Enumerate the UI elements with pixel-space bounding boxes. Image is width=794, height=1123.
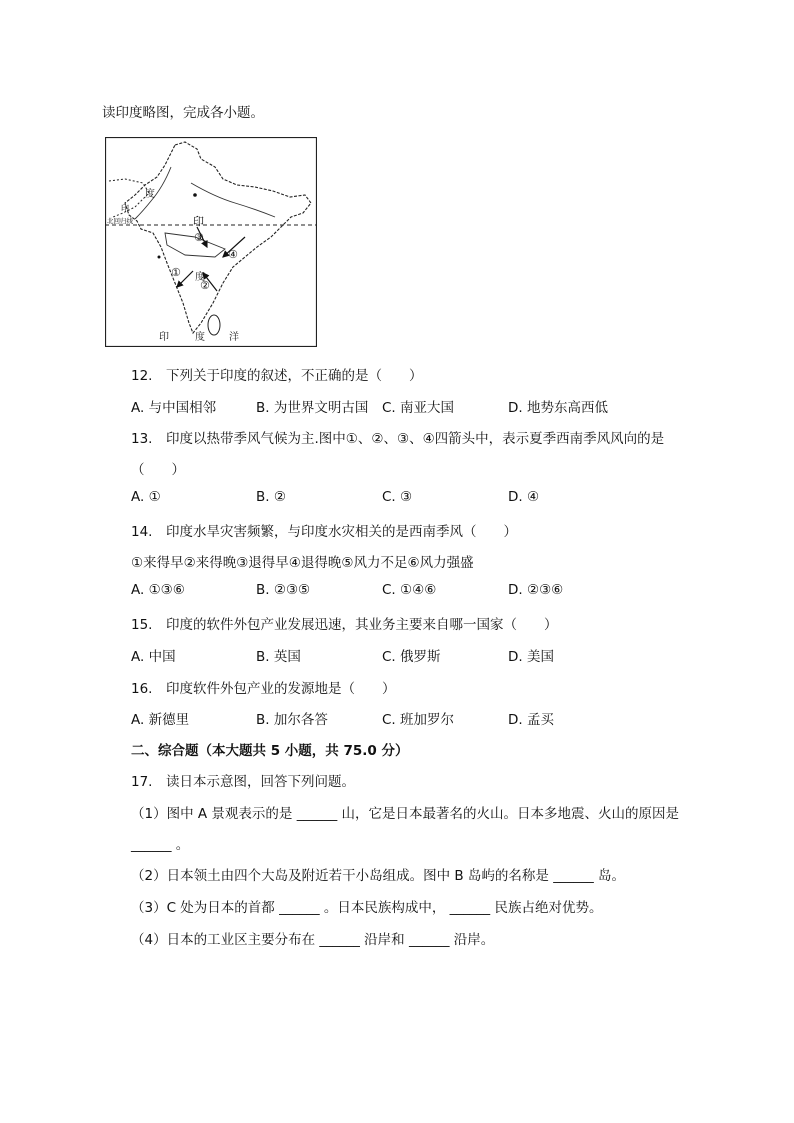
q14-option-a[interactable]: A. ①③⑥ [131, 582, 185, 598]
q12-stem: 12. 下列关于印度的叙述，不正确的是（ ） [131, 368, 423, 384]
q13-option-a[interactable]: A. ① [131, 489, 161, 505]
label-ocean-yang: 洋 [229, 332, 239, 343]
q16-option-b[interactable]: B. 加尔各答 [256, 712, 328, 728]
q12-option-b[interactable]: B. 为世界文明古国 [256, 400, 369, 416]
map-frame [106, 138, 317, 347]
q16-option-d[interactable]: D. 孟买 [508, 712, 554, 728]
q14-choices-line: ①来得早②来得晚③退得早④退得晚⑤风力不足⑥风力强盛 [131, 555, 474, 571]
q13-stem: 13. 印度以热带季风气候为主.图中①、②、③、④四箭头中，表示夏季西南季风风向的是 [131, 431, 665, 447]
label-yin-nw: 印 [121, 204, 129, 213]
q16-option-c[interactable]: C. 班加罗尔 [382, 712, 455, 728]
q17-stem: 17. 读日本示意图，回答下列问题。 [131, 774, 355, 790]
city-dot [158, 256, 161, 259]
q12-option-d[interactable]: D. 地势东高西低 [508, 400, 608, 416]
q12-option-c[interactable]: C. 南亚大国 [382, 400, 455, 416]
label-ocean-du: 度 [195, 332, 205, 343]
label-yin-c: 印 [193, 215, 204, 228]
q15-option-d[interactable]: D. 美国 [508, 649, 554, 665]
label-du-c: 度 [195, 272, 205, 283]
q13-stem-cont: （ ） [131, 462, 185, 478]
label-du-nw: 度 [145, 189, 155, 200]
label-circ1: ① [171, 266, 181, 279]
intro-text: 读印度略图，完成各小题。 [102, 105, 264, 121]
label-ocean-yin: 印 [159, 332, 169, 343]
q13-option-d[interactable]: D. ④ [508, 489, 540, 505]
q17-part-1-cont: ______ 。 [131, 837, 190, 853]
label-tropic: 北回归线 [107, 217, 133, 225]
q13-option-b[interactable]: B. ② [256, 489, 286, 505]
q15-option-a[interactable]: A. 中国 [131, 649, 176, 665]
q15-option-b[interactable]: B. 英国 [256, 649, 301, 665]
q17-part-3: （3）C 处为日本的首都 ______ 。日本民族构成中， ______ 民族占绝对优势。 [131, 900, 603, 916]
q14-option-c[interactable]: C. ①④⑥ [382, 582, 437, 598]
section-2-heading: 二、综合题（本大题共 5 小题，共 75.0 分） [131, 743, 409, 759]
label-circ3: ③ [194, 231, 204, 244]
q16-stem: 16. 印度软件外包产业的发源地是（ ） [131, 681, 396, 697]
q14-option-b[interactable]: B. ②③⑤ [256, 582, 311, 598]
q17-part-1: （1）图中 A 景观表示的是 ______ 山，它是日本最著名的火山。日本多地震、火山的原因是 [131, 806, 679, 822]
q16-option-a[interactable]: A. 新德里 [131, 712, 190, 728]
city-dot [193, 193, 197, 197]
q17-part-2: （2）日本领土由四个大岛及附近若干小岛组成。图中 B 岛屿的名称是 ______ 岛。 [131, 868, 626, 884]
label-circ2: ② [200, 279, 210, 292]
q14-stem: 14. 印度水旱灾害频繁，与印度水灾相关的是西南季风（ ） [131, 524, 517, 540]
label-circ4: ④ [228, 248, 238, 261]
q15-stem: 15. 印度的软件外包产业发展迅速，其业务主要来自哪一国家（ ） [131, 617, 558, 633]
q12-option-a[interactable]: A. 与中国相邻 [131, 400, 217, 416]
q15-option-c[interactable]: C. 俄罗斯 [382, 649, 441, 665]
q17-part-4: （4）日本的工业区主要分布在 ______ 沿岸和 ______ 沿岸。 [131, 932, 495, 948]
q13-option-c[interactable]: C. ③ [382, 489, 413, 505]
india-map [105, 137, 317, 347]
q14-option-d[interactable]: D. ②③⑥ [508, 582, 564, 598]
